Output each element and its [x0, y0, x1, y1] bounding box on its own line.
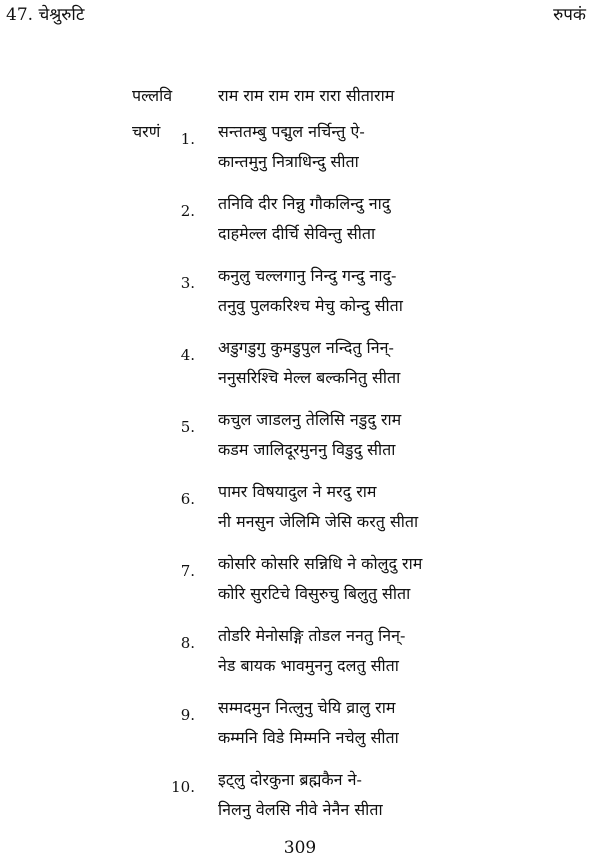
verse-line-1: कोसरि कोसरि सन्निधि ने कोलुदु राम: [218, 554, 423, 573]
verse-4: [0, 336, 600, 396]
verse-7: [0, 552, 600, 612]
verse-line-1: पामर विषयादुल ने मरदु राम: [218, 482, 377, 501]
pallavi-text: राम राम राम राम रारा सीताराम: [218, 86, 395, 105]
header-left-title: 47. चेश्रुरुटि: [6, 5, 85, 25]
verse-2: [0, 192, 600, 252]
verse-line-2: निलनु वेलसि नीवे नेनैन सीता: [218, 800, 383, 819]
verse-line-1: कचुल जाडलनु तेलिसि नडुदु राम: [218, 410, 402, 429]
verse-3: [0, 264, 600, 324]
verse-line-2: नी मनसुन जेलिमि जेसि करतु सीता: [218, 512, 419, 531]
verse-number: 4.: [180, 346, 195, 364]
verse-number: 3.: [180, 274, 195, 292]
pallavi-label: पल्लवि: [132, 86, 173, 105]
verse-line-1: अडुगडुगु कुमडुपुल नन्दितु निन्-: [218, 338, 394, 357]
verse-line-2: दाहमेल्ल दीर्चि सेविन्तु सीता: [218, 224, 376, 243]
verse-line-2: तनुवु पुलकरिश्च मेचु कोन्दु सीता: [218, 296, 403, 315]
verse-line-1: तोडरि मेनोसङ्गि तोडल ननतु निन्-: [218, 626, 406, 645]
verse-line-2: कान्तमुनु नित्राधिन्दु सीता: [218, 152, 359, 171]
verse-5: [0, 408, 600, 468]
verse-line-1: सम्मदमुन नित्लुनु चेयि व्रालु राम: [218, 698, 396, 717]
verse-line-1: तनिवि दीर निन्नु गौकलिन्दु नादु: [218, 194, 391, 213]
verse-line-2: नेड बायक भावमुननु दलतु सीता: [218, 656, 399, 675]
verse-number: 7.: [180, 562, 195, 580]
verse-line-1: कनुलु चल्लगानु निन्दु गन्दु नादु-: [218, 266, 397, 285]
verse-6: [0, 480, 600, 540]
verse-line-1: इट्लु दोरकुना ब्रह्मकैन ने-: [218, 770, 362, 789]
verse-number: 8.: [180, 634, 195, 652]
verse-number: 9.: [180, 706, 195, 724]
verse-10: [0, 768, 600, 828]
page-number: 309: [283, 838, 317, 858]
verse-number: 6.: [180, 490, 195, 508]
verse-number: 2.: [180, 202, 195, 220]
verse-number: 10.: [171, 778, 195, 796]
charanam-label: चरणं: [132, 122, 161, 141]
verse-number: 5.: [180, 418, 195, 436]
verse-line-2: ननुसरिश्चि मेल्ल बल्कनितु सीता: [218, 368, 401, 387]
verse-line-2: कोरि सुरटिचे विसुरुचु बिलुतु सीता: [218, 584, 411, 603]
verse-line-2: कडम जालिदूरमुननु विडुदु सीता: [218, 440, 396, 459]
verse-1: [0, 120, 600, 180]
verse-9: [0, 696, 600, 756]
verse-number: 1.: [180, 130, 195, 148]
verse-line-2: कम्मनि विडे मिम्मनि नचेलु सीता: [218, 728, 399, 747]
verse-line-1: सन्ततम्बु पद्मुल नर्चिन्तु ऐ-: [218, 122, 365, 141]
header-right-raga: रुपकं: [553, 5, 586, 25]
verse-8: [0, 624, 600, 684]
